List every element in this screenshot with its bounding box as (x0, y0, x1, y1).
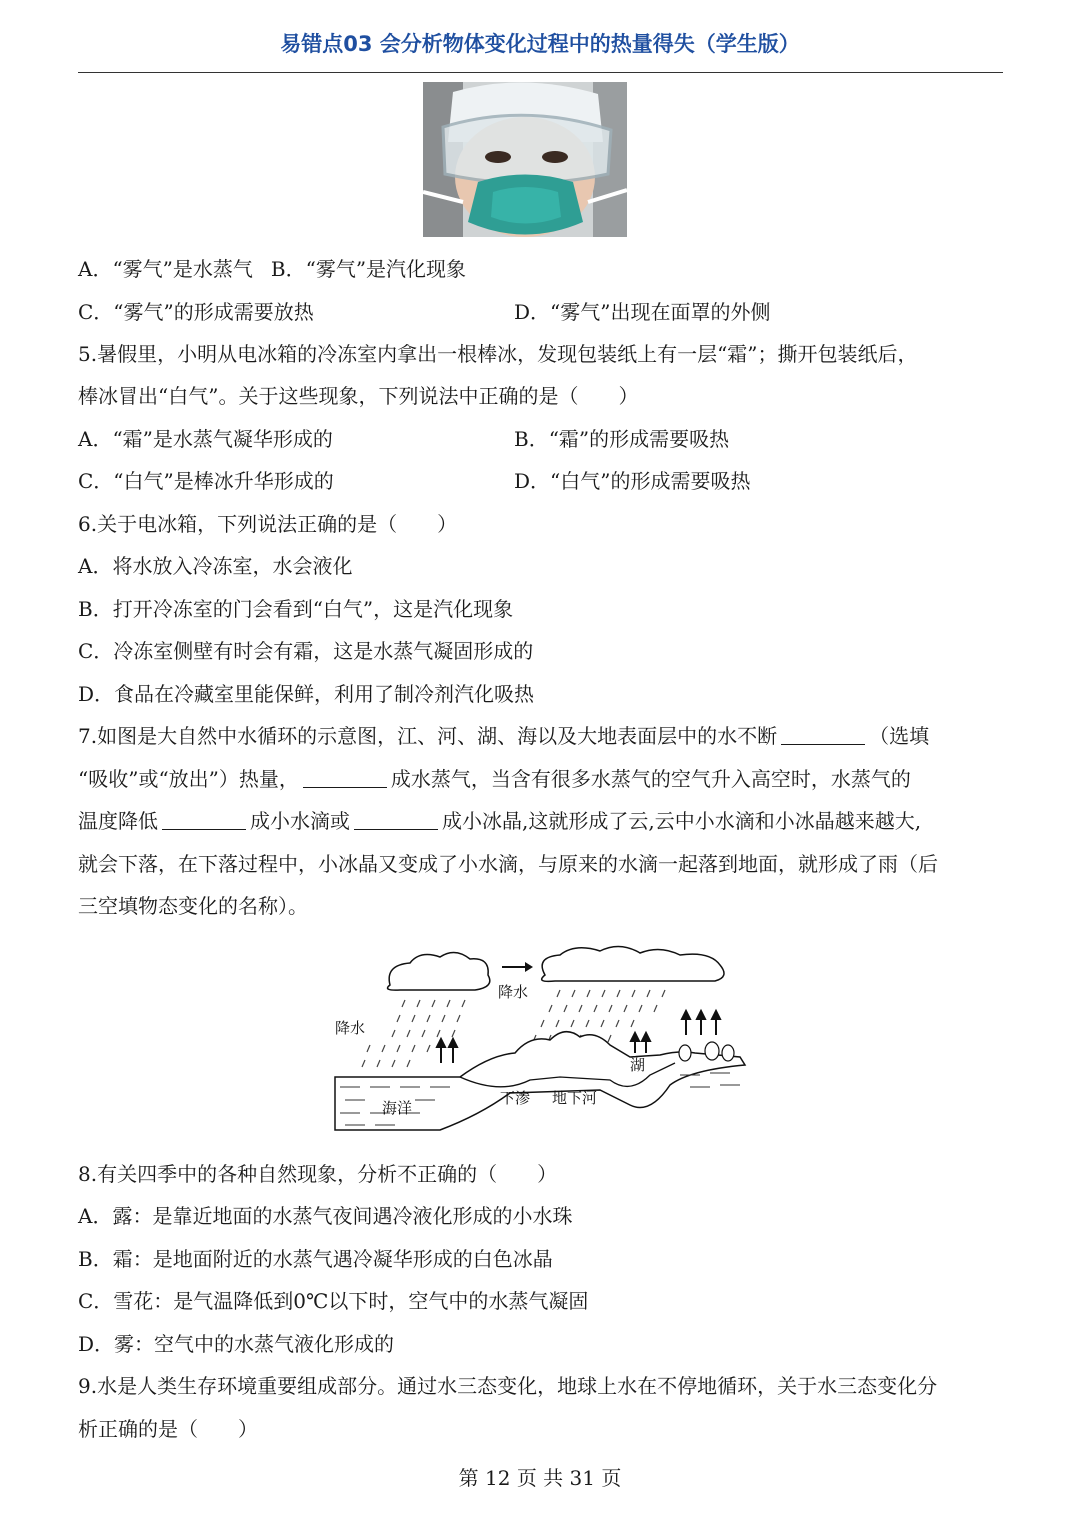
q8-option-a: A．露：是靠近地面的水蒸气夜间遇冷液化形成的小水珠 (78, 1204, 573, 1228)
q7-line4: 就会下落，在下落过程中，小冰晶又变成了小水滴，与原来的水滴一起落到地面，就形成了雨（后 (78, 852, 938, 876)
q7-text: 成小冰晶,这就形成了云,云中小水滴和小冰晶越来越大, (442, 809, 922, 833)
rain-left (362, 1000, 465, 1067)
q8-stem: 8.有关四季中的各种自然现象，分析不正确的（ ） (78, 1162, 558, 1186)
q7-text: （选填 (869, 724, 930, 748)
q8-option-c: C．雪花：是气温降低到0℃以下时，空气中的水蒸气凝固 (78, 1289, 589, 1313)
q9-stem-line1: 9.水是人类生存环境重要组成部分。通过水三态变化，地球上水在不停地循环，关于水三态变化分 (78, 1374, 938, 1398)
q7-line1 (78, 722, 929, 750)
header-divider (78, 72, 1003, 73)
q7-line3 (78, 807, 921, 835)
water-cycle-diagram (330, 945, 750, 1145)
q4-option-a: A．“雾气”是水蒸气 (78, 257, 253, 281)
answer-blank (162, 809, 246, 830)
q6-stem: 6.关于电冰箱，下列说法正确的是（ ） (78, 512, 458, 536)
q8-option-b: B．霜：是地面附近的水蒸气遇冷凝华形成的白色冰晶 (78, 1247, 553, 1271)
q8-option-d: D．雾：空气中的水蒸气液化形成的 (78, 1332, 395, 1356)
q5-stem-line1: 5.暑假里，小明从电冰箱的冷冻室内拿出一根棒冰，发现包装纸上有一层“霜”；撕开包装纸后， (78, 342, 918, 366)
q9-stem-line2: 析正确的是（ ） (78, 1417, 258, 1441)
label-underground-river: 地下河 (552, 1089, 598, 1107)
q5-option-d: D．“白气”的形成需要吸热 (514, 469, 751, 493)
label-rain-top: 降水 (498, 983, 529, 1001)
answer-blank (354, 809, 438, 830)
label-seep: 下渗 (500, 1089, 531, 1107)
q7-text: 温度降低 (78, 809, 158, 833)
q7-text: 7.如图是大自然中水循环的示意图，江、河、湖、海以及大地表面层中的水不断 (78, 724, 778, 748)
label-ocean: 海洋 (382, 1099, 413, 1117)
label-lake: 湖 (630, 1056, 646, 1074)
q7-text: 成水蒸气，当含有很多水蒸气的空气升入高空时，水蒸气的 (390, 767, 911, 791)
q4-option-d: D．“雾气”出现在面罩的外侧 (514, 300, 771, 324)
q6-option-d: D．食品在冷藏室里能保鲜，利用了制冷剂汽化吸热 (78, 682, 535, 706)
answer-blank (303, 767, 387, 788)
goggles-mask-photo (423, 82, 627, 237)
label-rain-left: 降水 (335, 1019, 366, 1037)
cloud-left (388, 952, 490, 990)
q4-options-ab (78, 255, 466, 283)
q6-option-b: B．打开冷冻室的门会看到“白气”，这是汽化现象 (78, 597, 514, 621)
q4-option-b: B．“雾气”是汽化现象 (270, 257, 467, 281)
q5-stem-line2: 棒冰冒出“白气”。关于这些现象，下列说法中正确的是（ ） (78, 384, 639, 408)
q4-option-c: C．“雾气”的形成需要放热 (78, 300, 314, 324)
q7-line2 (78, 765, 911, 793)
q7-text: 成小水滴或 (250, 809, 350, 833)
q7-line5: 三空填物态变化的名称）。 (78, 894, 308, 918)
q5-option-a: A．“霜”是水蒸气凝华形成的 (78, 427, 333, 451)
q5-option-b: B．“霜”的形成需要吸热 (514, 427, 730, 451)
q6-option-c: C．冷冻室侧壁有时会有霜，这是水蒸气凝固形成的 (78, 639, 534, 663)
page-number: 第 12 页 共 31 页 (458, 1466, 622, 1490)
answer-blank (781, 724, 865, 745)
page-header-title: 易错点03 会分析物体变化过程中的热量得失（学生版） (280, 32, 800, 56)
q7-text: “吸收”或“放出”）热量， (78, 767, 299, 791)
q6-option-a: A．将水放入冷冻室，水会液化 (78, 554, 353, 578)
cloud-right (542, 946, 724, 981)
q5-option-c: C．“白气”是棒冰升华形成的 (78, 469, 334, 493)
